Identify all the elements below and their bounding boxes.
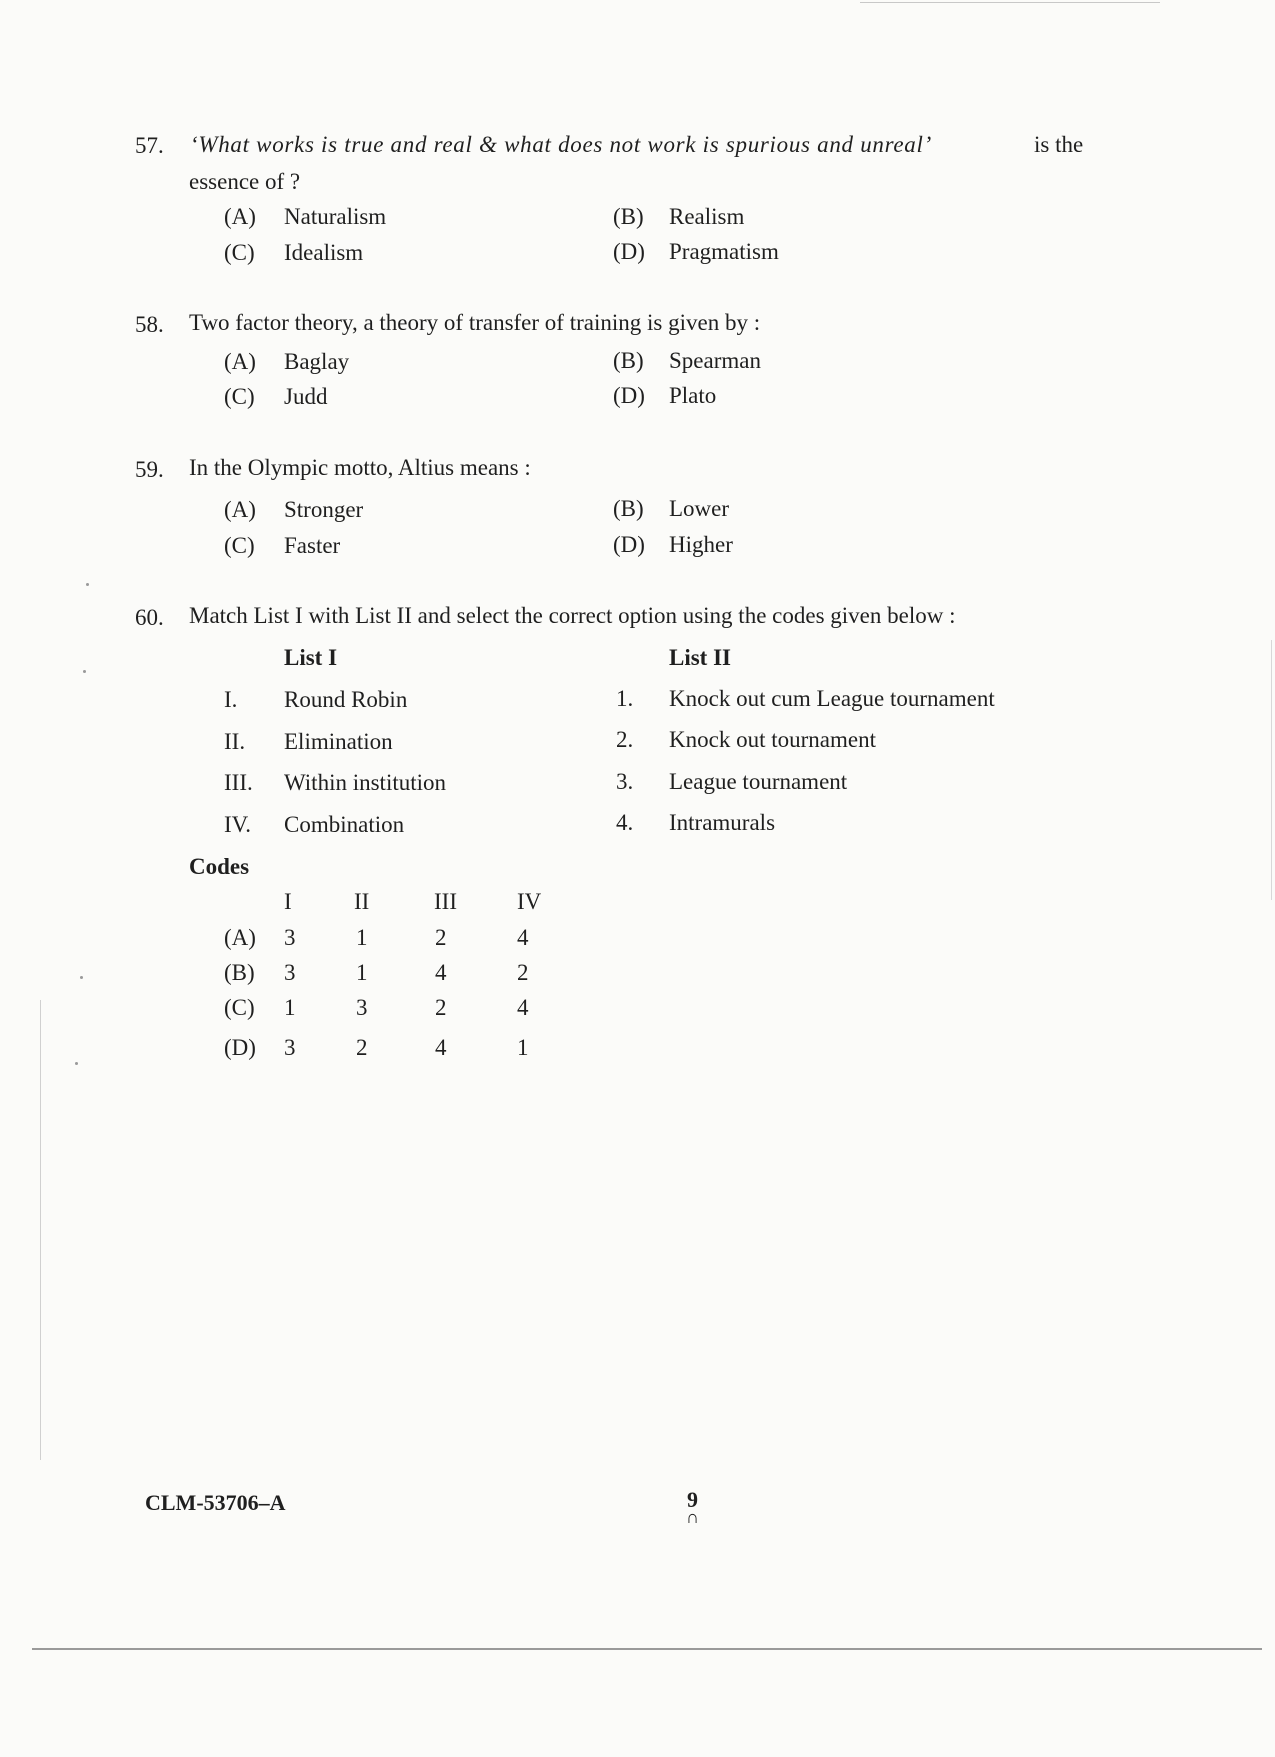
- codes-column-header: I: [284, 889, 292, 914]
- option-text: Judd: [284, 384, 328, 409]
- codes-cell: 4: [517, 995, 529, 1020]
- paper-code: CLM-53706–A: [145, 1490, 286, 1515]
- codes-cell: 4: [517, 925, 529, 950]
- question-text: Two factor theory, a theory of transfer of training is given by :: [189, 310, 761, 335]
- option-text: Plato: [669, 383, 717, 408]
- question-number: 58.: [135, 312, 164, 337]
- option-text: Pragmatism: [669, 239, 779, 264]
- option-text: Lower: [669, 496, 730, 521]
- page-number: 9: [687, 1487, 698, 1512]
- question-number: 60.: [135, 605, 164, 630]
- list1-heading: List I: [284, 645, 338, 670]
- bottom-rule: [32, 1648, 1262, 1650]
- top-edge-line: [860, 2, 1160, 3]
- question-text: is the: [1034, 132, 1084, 157]
- option-text: Higher: [669, 532, 733, 557]
- list1-item: Combination: [284, 812, 405, 837]
- option-label: (C): [224, 384, 255, 409]
- option-label: (C): [224, 533, 255, 558]
- codes-cell: 1: [356, 960, 368, 985]
- scan-speck: [80, 976, 83, 979]
- question-text: In the Olympic motto, Altius means :: [189, 455, 531, 480]
- list2-label: 2.: [616, 727, 634, 752]
- question-number: 59.: [135, 457, 164, 482]
- codes-row-label: (B): [224, 960, 255, 985]
- codes-cell: 4: [435, 1035, 447, 1060]
- question-number: 57.: [135, 133, 164, 158]
- list2-item: League tournament: [669, 769, 848, 794]
- question-text: essence of ?: [189, 169, 301, 194]
- option-label: (A): [224, 497, 256, 522]
- option-label: (B): [613, 348, 644, 373]
- question-text: ‘What works is true and real & what does not work is spurious and unreal’: [190, 132, 932, 157]
- option-label: (A): [224, 204, 256, 229]
- option-text: Spearman: [669, 348, 761, 373]
- page-mark: ∩: [686, 1507, 699, 1527]
- codes-cell: 2: [435, 995, 447, 1020]
- codes-cell: 1: [517, 1035, 529, 1060]
- question-text: Match List I with List II and select the correct option using the codes given below :: [189, 603, 956, 628]
- list2-item: Knock out cum League tournament: [669, 686, 995, 711]
- codes-cell: 1: [356, 925, 368, 950]
- list2-item: Knock out tournament: [669, 727, 876, 752]
- option-label: (C): [224, 240, 255, 265]
- option-text: Baglay: [284, 349, 350, 374]
- option-text: Faster: [284, 533, 341, 558]
- list2-heading: List II: [669, 645, 731, 670]
- option-label: (B): [613, 496, 644, 521]
- list1-label: II.: [224, 729, 246, 754]
- codes-row-label: (C): [224, 995, 255, 1020]
- list1-label: IV.: [224, 812, 252, 837]
- option-text: Stronger: [284, 497, 364, 522]
- option-label: (D): [613, 532, 645, 557]
- codes-cell: 2: [435, 925, 447, 950]
- list2-item: Intramurals: [669, 810, 776, 835]
- list1-label: I.: [224, 687, 238, 712]
- list2-label: 3.: [616, 769, 634, 794]
- option-text: Idealism: [284, 240, 364, 265]
- codes-cell: 3: [284, 960, 296, 985]
- scan-speck: [86, 583, 89, 586]
- codes-cell: 3: [284, 925, 296, 950]
- right-margin-line: [1271, 640, 1272, 900]
- codes-cell: 3: [284, 1035, 296, 1060]
- scan-speck: [75, 1062, 78, 1065]
- codes-cell: 1: [284, 995, 296, 1020]
- codes-cell: 4: [435, 960, 447, 985]
- codes-cell: 2: [356, 1035, 368, 1060]
- codes-heading: Codes: [189, 854, 250, 879]
- option-label: (D): [613, 239, 645, 264]
- scan-speck: [83, 670, 86, 673]
- codes-row-label: (A): [224, 925, 256, 950]
- option-label: (D): [613, 383, 645, 408]
- codes-column-header: II: [354, 889, 370, 914]
- left-margin-line: [40, 1000, 41, 1460]
- option-text: Realism: [669, 204, 745, 229]
- codes-cell: 2: [517, 960, 529, 985]
- codes-row-label: (D): [224, 1035, 256, 1060]
- list1-item: Elimination: [284, 729, 393, 754]
- codes-cell: 3: [356, 995, 368, 1020]
- list1-item: Within institution: [284, 770, 446, 795]
- option-label: (A): [224, 349, 256, 374]
- codes-column-header: IV: [517, 889, 542, 914]
- list1-label: III.: [224, 770, 253, 795]
- option-text: Naturalism: [284, 204, 387, 229]
- list2-label: 4.: [616, 810, 634, 835]
- codes-column-header: III: [434, 889, 457, 914]
- option-label: (B): [613, 204, 644, 229]
- list2-label: 1.: [616, 686, 634, 711]
- list1-item: Round Robin: [284, 687, 408, 712]
